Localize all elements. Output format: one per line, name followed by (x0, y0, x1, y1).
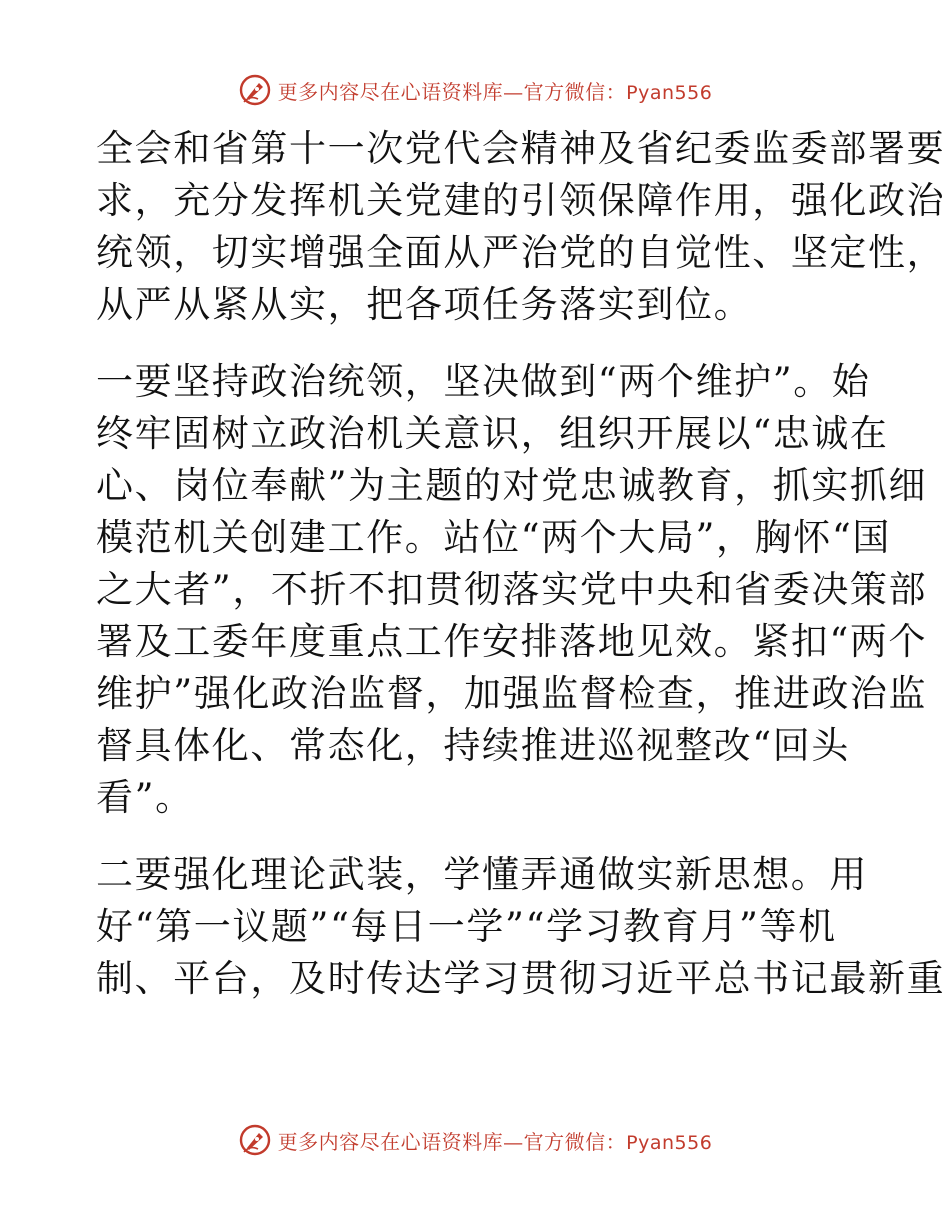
watermark-separator: — (503, 79, 524, 104)
paragraph-gap (96, 331, 856, 356)
text-line: 求，充分发挥机关党建的引领保障作用，强化政治 (96, 179, 946, 222)
text-line: 督具体化、常态化，持续推进巡视整改“回头 (96, 724, 850, 767)
text-line: 好“第一议题”“每日一学”“学习教育月”等机 (96, 905, 837, 948)
text-line: 全会和省第十一次党代会精神及省纪委监委部署要 (96, 127, 946, 170)
watermark-brand: 更多内容尽在心语资料库 (277, 1129, 504, 1154)
text-line: 维护”强化政治监督，加强监督检查，推进政治监 (96, 672, 928, 715)
watermark-handle: Pyan556 (626, 1131, 713, 1154)
paragraph (96, 123, 946, 331)
text-line: 之大者”，不折不扣贯彻落实党中央和省委决策部 (96, 568, 928, 611)
watermark-handle: Pyan556 (626, 81, 713, 104)
text-line: 模范机关创建工作。站位“两个大局”，胸怀“国 (96, 516, 891, 559)
pen-nib-logo-icon (238, 73, 272, 107)
paragraph-gap (96, 824, 856, 849)
paragraph (96, 356, 928, 824)
text-line: 统领，切实增强全面从严治党的自觉性、坚定性， (96, 231, 946, 274)
watermark-separator: — (503, 1129, 524, 1154)
watermark-text (278, 76, 713, 105)
text-line: 从严从紧从实，把各项任务落实到位。 (96, 283, 753, 326)
watermark-brand: 更多内容尽在心语资料库 (277, 79, 504, 104)
text-line: 心、岗位奉献”为主题的对党忠诚教育，抓实抓细 (96, 464, 928, 507)
text-line: 终牢固树立政治机关意识，组织开展以“忠诚在 (96, 412, 889, 455)
text-line: 署及工委年度重点工作安排落地见效。紧扣“两个 (96, 620, 928, 663)
watermark-text (278, 1126, 713, 1155)
text-line: 看”。 (96, 776, 194, 819)
text-line: 一要坚持政治统领，坚决做到“两个维护”。始 (96, 360, 871, 403)
watermark-wechat-label: 官方微信： (523, 1129, 627, 1154)
footer-watermark (0, 1120, 950, 1160)
text-line: 二要强化理论武装，学懂弄通做实新思想。用 (96, 853, 868, 896)
watermark-wechat-label: 官方微信： (523, 79, 627, 104)
document-body (96, 123, 946, 1005)
paragraph (96, 849, 946, 1005)
text-line: 制、平台，及时传达学习贯彻习近平总书记最新重 (96, 957, 946, 1000)
pen-nib-logo-icon (238, 1123, 272, 1157)
header-watermark (0, 70, 950, 110)
